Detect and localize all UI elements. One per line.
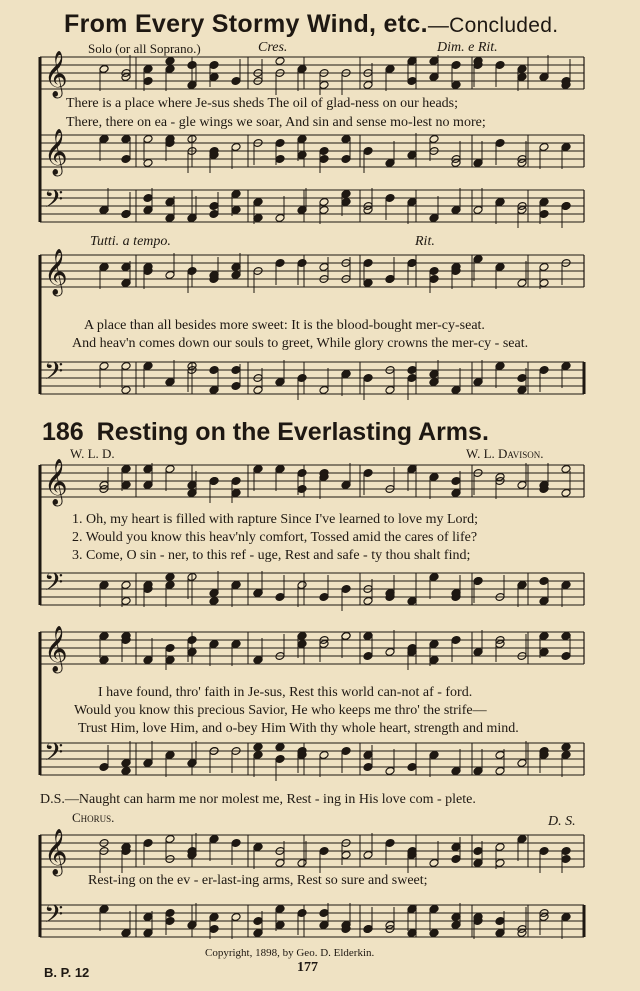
note-head — [165, 57, 175, 66]
page-signature: B. P. 12 — [44, 965, 90, 980]
hymn-heading — [42, 418, 489, 447]
page-number: 177 — [297, 960, 318, 975]
hymn-composer: W. L. Davison. — [466, 446, 544, 461]
treble-clef: 𝄞 — [44, 459, 68, 505]
ds-line: D.S.—Naught can harm me nor molest me, Rest - ing in His love com - plete. — [40, 792, 476, 807]
hymn-title-suffix: —Concluded. — [427, 14, 559, 37]
marking-rit: Rit. — [415, 234, 435, 249]
hymn-author: W. L. D. — [70, 446, 115, 461]
verse-line: 3. Come, O sin - ner, to this ref - uge, Rest and safe - ty thou shalt find; — [72, 548, 471, 563]
treble-clef: 𝄞 — [44, 829, 68, 875]
ds-mark: D. S. — [548, 814, 576, 829]
note-head — [253, 743, 263, 752]
bass-clef: 𝄢 — [44, 568, 64, 603]
verse-line: Would you know this precious Savior, He who keeps me thro' the strife— — [74, 703, 487, 718]
copyright: Copyright, 1898, by Geo. D. Elderkin. — [205, 947, 375, 959]
note-head — [275, 743, 285, 752]
note-head — [561, 743, 571, 752]
chorus-lyrics: Rest-ing on the ev - er-last-ing arms, Rest so sure and sweet; — [88, 873, 428, 888]
marking-solo: Solo (or all Soprano.) — [88, 41, 201, 56]
verse-line: Trust Him, love Him, and o-bey Him With thy whole heart, strength and mind. — [78, 721, 519, 736]
bass-clef: 𝄢 — [44, 900, 64, 935]
marking-cres: Cres. — [258, 40, 288, 55]
hymn-number: 186 — [42, 418, 84, 446]
hymn-title-text: From Every Stormy Wind, etc. — [64, 10, 428, 38]
marking-tutti: Tutti. a tempo. — [90, 234, 171, 249]
treble-clef: 𝄞 — [44, 51, 68, 97]
hymn-title — [64, 10, 558, 39]
note-head — [209, 597, 219, 606]
marking-dim: Dim. e Rit. — [437, 40, 498, 55]
note-head — [121, 767, 131, 776]
verse-line: 2. Would you know this heav'nly comfort, Tossed amid the cares of life? — [72, 530, 478, 545]
note-head — [165, 573, 175, 582]
lyrics-line: There is a place where Je-sus sheds The oil of glad-ness on our heads; — [66, 96, 459, 111]
treble-clef: 𝄞 — [44, 626, 68, 672]
verse-line: 1. Oh, my heart is filled with rapture Since I've learned to love my Lord; — [72, 512, 479, 527]
chorus-label: Chorus. — [72, 810, 115, 825]
lyrics-line: And heav'n comes down our souls to greet, While glory crowns the mer-cy - seat. — [72, 336, 529, 351]
bass-clef: 𝄢 — [44, 738, 64, 773]
lyrics-line: A place than all besides more sweet: It is the blood-bought mer-cy-seat. — [84, 318, 485, 333]
hymn-title-text: Resting on the Everlasting Arms. — [96, 418, 489, 446]
treble-clef: 𝄞 — [44, 249, 68, 295]
verse-line: I have found, thro' faith in Je-sus, Rest this world can-not af - ford. — [98, 685, 473, 700]
treble-clef: 𝄞 — [44, 129, 68, 175]
bass-clef: 𝄢 — [44, 185, 64, 220]
bass-clef: 𝄢 — [44, 357, 64, 392]
lyrics-line: There, there on ea - gle wings we soar, And sin and sense mo-lest no more; — [66, 115, 486, 130]
note-head — [275, 57, 285, 66]
